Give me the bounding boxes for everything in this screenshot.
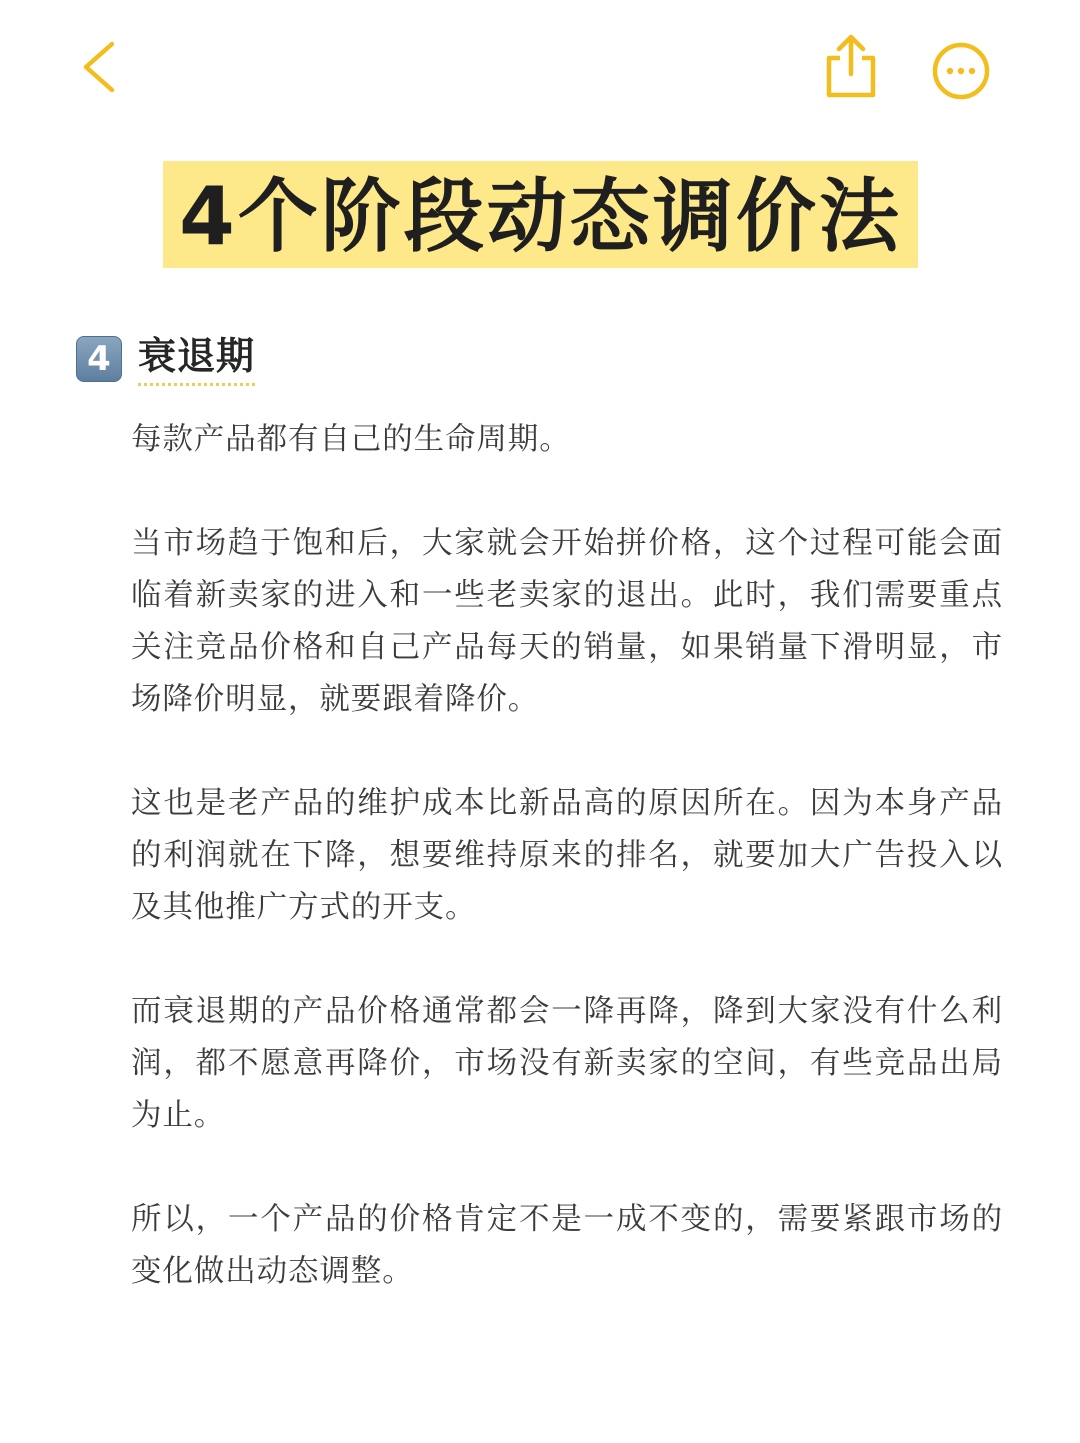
article-body: [131, 414, 1003, 1350]
paragraph-5: 所以，一个产品的价格肯定不是一成不变的，需要紧跟市场的变化做出动态调整。: [131, 1202, 1003, 1289]
back-button[interactable]: [72, 34, 132, 98]
section-heading: [76, 333, 255, 393]
paragraph-2: 当市场趋于饱和后，大家就会开始拼价格，这个过程可能会面临着新卖家的进入和一些老卖家的退出。此时，我们需要重点关注竞品价格和自己产品每天的销量，如果销量下滑明显，市场降价明显，就要跟着降价。: [131, 526, 1003, 717]
share-icon: [820, 32, 882, 102]
page-title: 4个阶段动态调价法: [179, 169, 902, 263]
section-title: 衰退期: [138, 333, 255, 386]
paragraph-4: 而衰退期的产品价格通常都会一降再降，降到大家没有什么利润，都不愿意再降价，市场没有新卖家的空间，有些竞品出局为止。: [131, 994, 1003, 1133]
number-four-badge: 4: [76, 336, 122, 382]
paragraph-1: 每款产品都有自己的生命周期。: [131, 422, 571, 457]
chevron-left-icon: [72, 34, 132, 98]
top-navigation-bar: [0, 0, 1080, 140]
title-banner: [163, 161, 918, 268]
share-button[interactable]: [820, 32, 882, 102]
more-options-button[interactable]: [930, 40, 992, 102]
paragraph-3: 这也是老产品的维护成本比新品高的原因所在。因为本身产品的利润就在下降，想要维持原来的排名，就要加大广告投入以及其他推广方式的开支。: [131, 786, 1003, 925]
more-dots-icon: [930, 40, 992, 102]
